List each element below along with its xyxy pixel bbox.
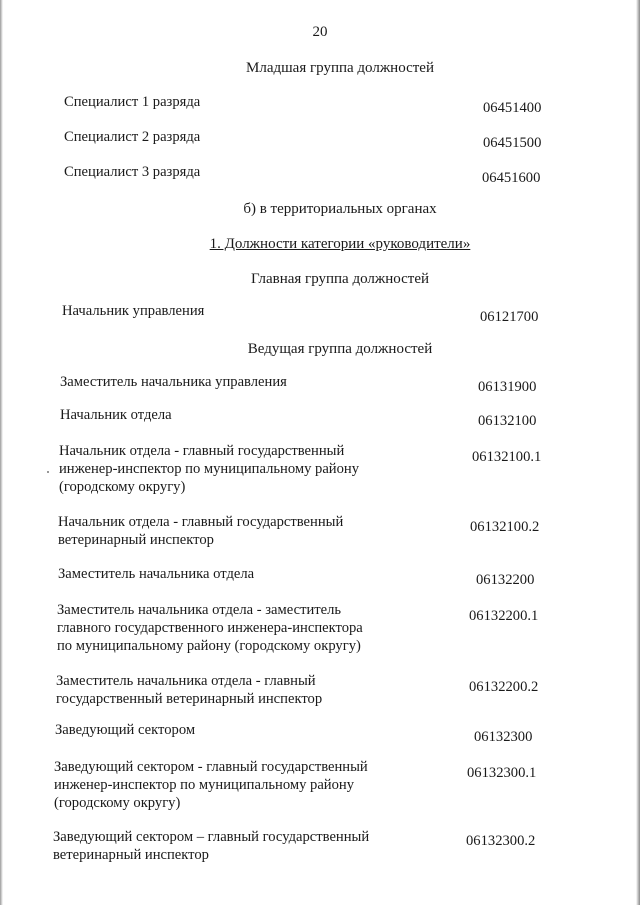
main-group-heading: Главная группа должностей (250, 271, 430, 287)
scan-edge-left (0, 0, 3, 905)
junior-group-heading: Младшая группа должностей (246, 60, 434, 76)
entry-title: Заместитель начальника отдела - заместитель главного государственного инженера-инспектора по муниципальному району (городскому округу) (57, 602, 363, 654)
entry-code: 06132200.1 (469, 608, 539, 624)
entry-code: 06451400 (483, 100, 542, 116)
entry-title: Заместитель начальника отдела - главный государственный ветеринарный инспектор (56, 673, 323, 707)
entry-code: 06132300.1 (467, 765, 537, 781)
entry-code: 06132100.2 (470, 519, 540, 535)
entry-title: Специалист 2 разряда (64, 129, 201, 145)
entry-title: Начальник управления (62, 303, 205, 319)
entry-code: 06132100 (478, 413, 537, 429)
entry-code: 06131900 (478, 379, 537, 395)
scan-edge-right (636, 0, 640, 905)
entry-title: Заведующий сектором - главный государственный инженер-инспектор по муниципальному району (городскому округу) (54, 759, 368, 811)
entry-code: 06451500 (483, 135, 542, 151)
entry-code: 06451600 (482, 170, 541, 186)
entry-code: 06132300.2 (466, 833, 536, 849)
entry-title: Начальник отдела - главный государственный ветеринарный инспектор (58, 514, 344, 548)
territorial-heading: б) в территориальных органах (243, 201, 437, 217)
page-number: 20 (312, 24, 328, 40)
scan-speck (47, 471, 49, 473)
entry-title: Заведующий сектором – главный государственный ветеринарный инспектор (53, 829, 370, 863)
entry-title: Начальник отдела - главный государственный инженер-инспектор по муниципальному району (городскому округу) (59, 443, 360, 495)
entry-title: Начальник отдела (60, 407, 172, 423)
entry-code: 06132300 (474, 729, 533, 745)
entry-title: Заместитель начальника отдела (58, 566, 255, 582)
category-heads-heading (0, 236, 640, 253)
entry-title: Специалист 1 разряда (64, 94, 201, 110)
entry-title: Заведующий сектором (55, 722, 196, 738)
leading-group-heading: Ведущая группа должностей (247, 341, 433, 357)
entry-code: 06132100.1 (472, 449, 542, 465)
entry-title: Специалист 3 разряда (64, 164, 201, 180)
entry-code: 06132200.2 (469, 679, 539, 695)
entry-code: 06132200 (476, 572, 535, 588)
category-heads-label: 1. Должности категории «руководители» (209, 236, 471, 252)
entry-code: 06121700 (480, 309, 539, 325)
entry-title: Заместитель начальника управления (60, 374, 287, 390)
